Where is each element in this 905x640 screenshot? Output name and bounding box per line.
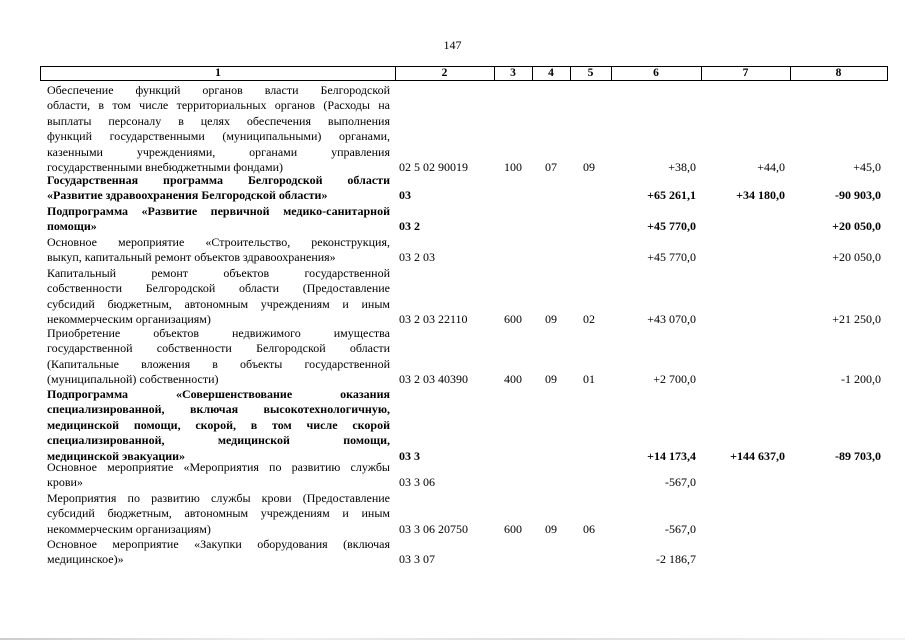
table-row: [0, 537, 905, 568]
row-code: 02 5 02 90019: [399, 160, 468, 174]
table-row: [0, 387, 905, 464]
row-code: 03 3 06: [399, 475, 435, 490]
row-value-col8: +21 250,0: [832, 312, 881, 327]
row-value-col6: -2 186,7: [656, 552, 696, 567]
row-value-col8: -89 703,0: [835, 448, 881, 463]
table-header: [40, 66, 888, 81]
row-vr: 600: [504, 312, 522, 327]
header-cell-8: 8: [835, 67, 842, 79]
row-vr: 600: [504, 521, 522, 536]
row-value-col6: +38,0: [668, 160, 696, 174]
row-value-col8: -1 200,0: [841, 372, 881, 387]
row-pr: 02: [583, 312, 595, 327]
row-description-line: Государственная программа Белгородской области: [47, 173, 390, 187]
header-cell-2: 2: [441, 67, 448, 79]
row-description-line: Основное мероприятие «Мероприятия по развитию службы: [47, 460, 390, 474]
row-description-line: Мероприятия по развитию службы крови (Предоставление: [47, 491, 390, 505]
header-cell-5: 5: [587, 67, 594, 79]
row-value-col6: +45 770,0: [647, 250, 696, 265]
row-description-line: области, в том числе территориальных органов (Расходы на: [47, 98, 390, 113]
row-description-line: медицинской помощи, скорой, в том числе скорой: [47, 417, 390, 432]
row-value-col6: +65 261,1: [647, 188, 696, 203]
row-description-line: казенными учреждениями, органами управления: [47, 144, 390, 159]
row-value-col7: +34 180,0: [736, 188, 785, 203]
row-description-line: «Развитие здравоохранения Белгородской области»: [47, 188, 328, 203]
row-description-line: функций государственными (муниципальными) органами,: [47, 129, 390, 144]
row-description-line: выплаты персоналу в целях обеспечения выполнения: [47, 113, 390, 128]
row-value-col6: +45 770,0: [647, 219, 696, 234]
row-description-line: некоммерческим организациям): [47, 312, 211, 327]
row-value-col8: +45,0: [853, 160, 881, 174]
row-code: 03 2: [399, 219, 420, 234]
row-description-line: собственности Белгородской области (Предоставление: [47, 281, 390, 296]
row-description-line: Подпрограмма «Совершенствование оказания: [47, 387, 390, 401]
row-code: 03 3 07: [399, 552, 435, 567]
table-row: [0, 491, 905, 537]
row-value-col7: +144 637,0: [730, 448, 785, 463]
row-description-line: медицинское)»: [47, 552, 124, 567]
row-description-line: Обеспечение функций органов власти Белгородской: [47, 83, 390, 97]
row-description-line: государственными внебюджетными фондами): [47, 160, 284, 174]
row-description-line: помощи»: [47, 219, 97, 234]
row-description-line: специализированной, медицинской помощи,: [47, 433, 390, 448]
row-description-line: выкуп, капитальный ремонт объектов здравоохранения»: [47, 250, 336, 265]
row-description-line: Основное мероприятие «Закупки оборудования (включая: [47, 537, 390, 551]
row-code: 03 2 03 22110: [399, 312, 468, 327]
table-row: [0, 83, 905, 175]
row-description-line: (Капитальные вложения в объекты государственной: [47, 356, 390, 371]
header-cell-7: 7: [742, 67, 749, 79]
row-rz: 09: [545, 312, 557, 327]
row-value-col8: +20 050,0: [832, 219, 881, 234]
row-value-col8: -90 903,0: [835, 188, 881, 203]
row-value-col6: +14 173,4: [647, 448, 696, 463]
row-description-line: субсидий бюджетным, автономным учреждениям и иным: [47, 506, 390, 521]
row-pr: 01: [583, 372, 595, 387]
row-rz: 09: [545, 372, 557, 387]
header-cell-3: 3: [510, 67, 516, 79]
row-pr: 06: [583, 521, 595, 536]
row-description-line: медицинской эвакуации»: [47, 448, 186, 463]
row-code: 03 2 03 40390: [399, 372, 468, 387]
row-code: 03 3 06 20750: [399, 521, 468, 536]
row-description-line: некоммерческим организациям): [47, 521, 211, 536]
row-description-line: государственной собственности Белгородской области: [47, 341, 390, 356]
row-value-col6: -567,0: [665, 521, 696, 536]
table-row: [0, 173, 905, 204]
row-code: 03 3: [399, 448, 420, 463]
header-cell-1: 1: [215, 67, 221, 79]
row-description-line: Капитальный ремонт объектов государственной: [47, 266, 390, 280]
row-description-line: Приобретение объектов недвижимого имущества: [47, 326, 390, 340]
row-value-col6: -567,0: [665, 475, 696, 490]
page-number: 147: [443, 38, 462, 52]
table-row: [0, 266, 905, 328]
row-description-line: специализированной, включая высокотехнологичную,: [47, 402, 390, 417]
table-row: [0, 204, 905, 235]
row-value-col8: +20 050,0: [832, 250, 881, 265]
row-code: 03 2 03: [399, 250, 435, 265]
table-row: [0, 326, 905, 388]
row-value-col6: +43 070,0: [647, 312, 696, 327]
row-rz: 07: [545, 160, 557, 174]
row-value-col7: +44,0: [757, 160, 785, 174]
header-cell-6: 6: [653, 67, 659, 79]
row-value-col6: +2 700,0: [653, 372, 696, 387]
row-description-line: крови»: [47, 475, 83, 490]
row-description-line: субсидий бюджетным, автономным учреждениям и иным: [47, 296, 390, 311]
row-description-line: Подпрограмма «Развитие первичной медико-санитарной: [47, 204, 390, 218]
table-row: [0, 235, 905, 266]
row-description-line: Основное мероприятие «Строительство, реконструкция,: [47, 235, 390, 249]
table-row: [0, 460, 905, 491]
row-vr: 400: [504, 372, 522, 387]
header-cell-4: 4: [548, 67, 554, 79]
row-vr: 100: [504, 160, 522, 174]
row-rz: 09: [545, 521, 557, 536]
row-code: 03: [399, 188, 411, 203]
row-description-line: (муниципальной) собственности): [47, 372, 219, 387]
row-pr: 09: [583, 160, 595, 174]
